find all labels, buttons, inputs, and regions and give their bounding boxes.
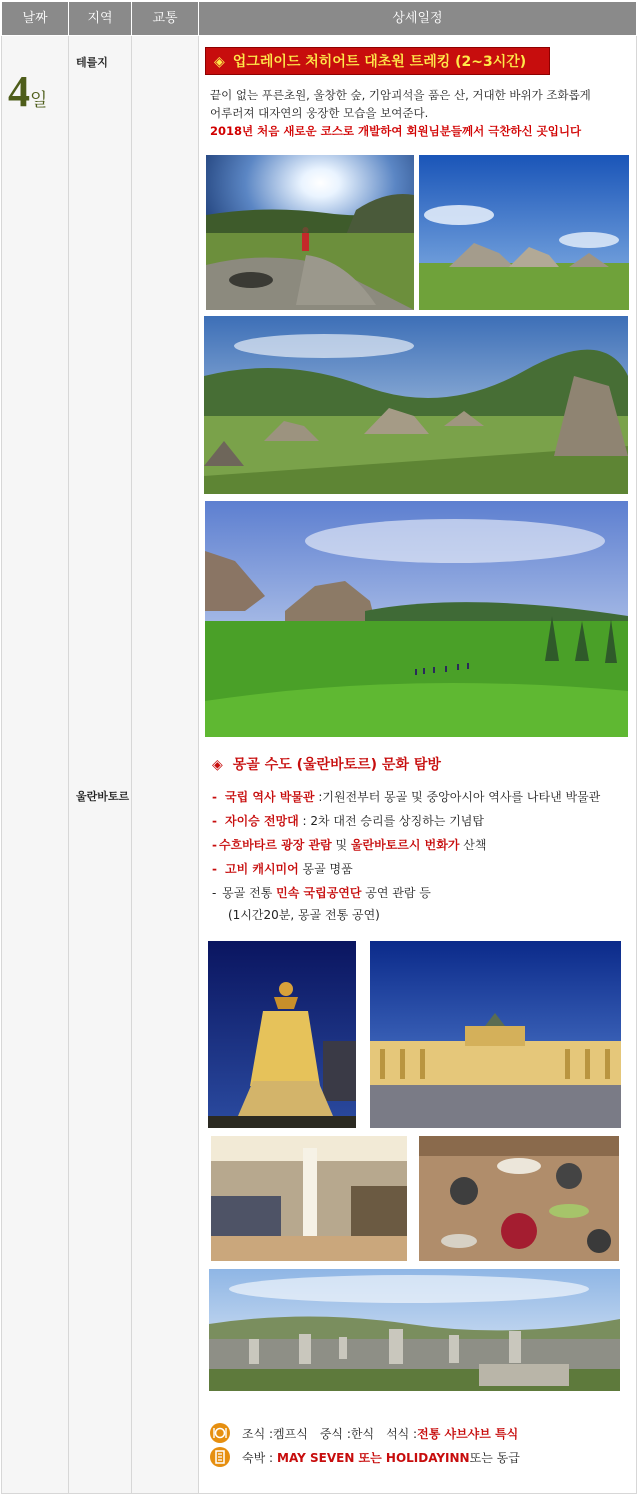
- date-column: [2, 36, 68, 1493]
- region-column: [69, 36, 131, 1493]
- header-region: 지역: [69, 2, 131, 35]
- photo-rock-field: [419, 155, 629, 310]
- diamond-icon: ◈: [214, 54, 225, 70]
- photo-hotpot-meal: [419, 1136, 619, 1261]
- region-ulaanbaatar: 울란바토르: [76, 790, 130, 803]
- section2-title-row: [212, 754, 441, 774]
- list-item: - 국립 역사 박물관 :기원전부터 몽골 및 중앙아시아 역사를 나타낸 박물관: [212, 790, 601, 804]
- photo-hikers-field: [205, 501, 628, 737]
- header-transport: 교통: [132, 2, 198, 35]
- hotel-icon: [210, 1447, 230, 1467]
- header-detail: 상세일정: [199, 2, 636, 35]
- header-date: 날짜: [2, 2, 68, 35]
- photo-city-panorama: [209, 1269, 620, 1391]
- section2-title: 몽골 수도 (울란바토르) 문화 탐방: [232, 757, 441, 773]
- list-note: (1시간20분, 몽골 전통 공연): [228, 908, 380, 922]
- photo-wide-valley: [204, 316, 628, 494]
- transport-column: [132, 36, 198, 1493]
- photo-monument-night: [208, 941, 356, 1128]
- hotel-row: 숙박 : MAY SEVEN 또는 HOLIDAYINN 또는 동급: [210, 1447, 520, 1467]
- meal-icon: [210, 1423, 230, 1443]
- desc-line-2: 어루러져 대자연의 웅장한 모습을 보여준다.: [210, 106, 429, 120]
- day-unit: 일: [30, 90, 48, 110]
- photo-palace-night: [370, 941, 621, 1128]
- photo-hiker-rock: [206, 155, 414, 310]
- region-terelj: 테를지: [76, 56, 108, 69]
- day-number: 4: [8, 67, 29, 116]
- day-label: [8, 66, 47, 117]
- meal-row: 조식 : 켐프식 중식 : 한식 석식 : 전통 샤브샤브 특식: [210, 1423, 518, 1443]
- diamond-icon: ◈: [212, 757, 223, 773]
- list-item: - 수흐바타르 광장 관람 및 울란바토르시 번화가 산책: [212, 838, 487, 852]
- list-item: - 몽골 전통 민속 국립공연단 공연 관람 등: [212, 886, 431, 900]
- section1-description: [210, 86, 630, 140]
- desc-highlight: 2018년 처음 새로운 코스로 개발하여 회원님분들께서 극찬하신 곳입니다: [210, 124, 582, 138]
- desc-line-1: 끝이 없는 푸른초원, 울창한 숲, 기암괴석을 품은 산, 거대한 바위가 조화롭게: [210, 88, 591, 102]
- list-item: - 자이승 전망대 : 2차 대전 승리를 상징하는 기념탑: [212, 814, 484, 828]
- section1-title-box: [205, 47, 550, 75]
- section1-title: 업그레이드 처히어트 대초원 트레킹 (2~3시간): [232, 54, 527, 70]
- list-item: - 고비 캐시미어 몽골 명품: [212, 862, 353, 876]
- photo-hotel-lobby: [211, 1136, 407, 1261]
